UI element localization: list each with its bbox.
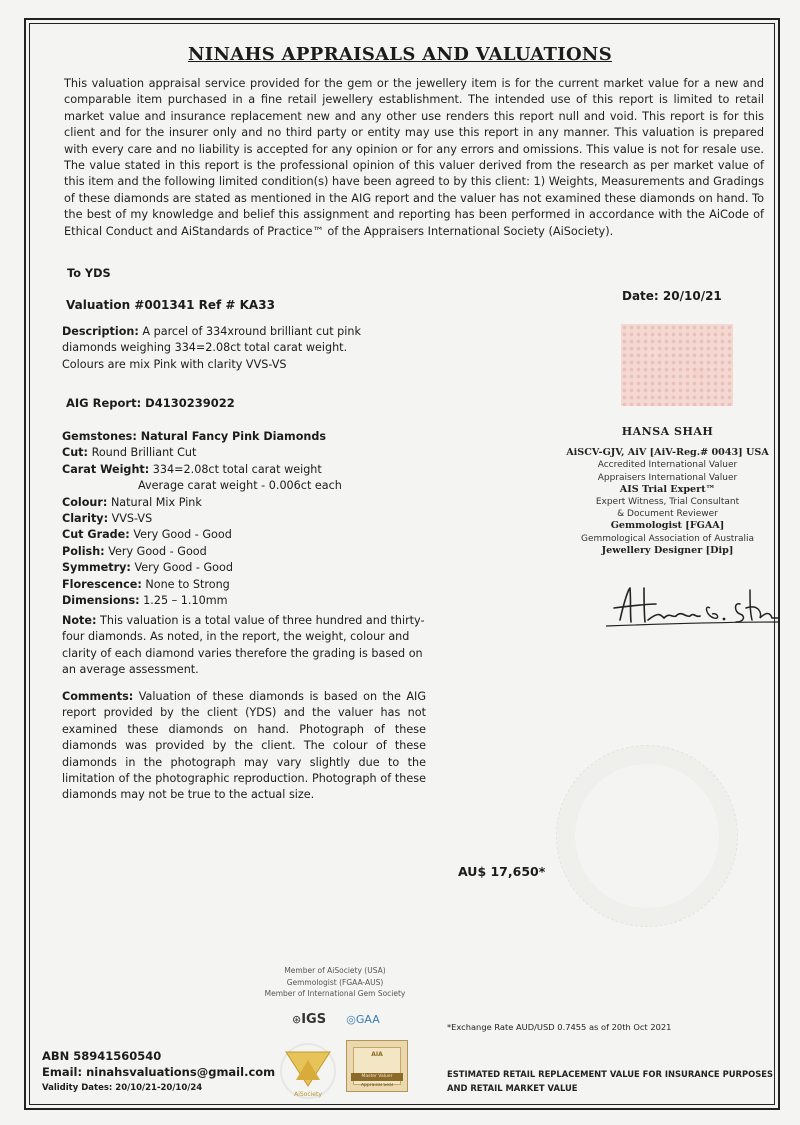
valuer-registration: AiSCV-GJV, AiV [AiV-Reg.# 0043] USA xyxy=(566,447,769,459)
spec-average-carat: Average carat weight - 0.006ct each xyxy=(138,479,342,493)
report-date: Date: 20/10/21 xyxy=(622,289,722,303)
membership-line: Member of International Gem Society xyxy=(264,989,406,998)
validity-dates: Validity Dates: 20/10/21-20/10/24 xyxy=(42,1083,203,1093)
spec-dimensions: Dimensions: 1.25 – 1.10mm xyxy=(62,594,228,608)
valuer-line: Accredited International Valuer xyxy=(597,460,738,471)
valuer-line: Jewellery Designer [Dip] xyxy=(601,544,734,556)
valuation-reference: Valuation #001341 Ref # KA33 xyxy=(66,298,275,312)
note-paragraph xyxy=(62,613,427,679)
aig-report-number: AIG Report: D4130239022 xyxy=(66,396,235,410)
valuer-line: Gemmologist [FGAA] xyxy=(610,520,725,532)
igs-logo: ⊛IGS xyxy=(292,1012,327,1027)
spec-colour: Colour: Natural Mix Pink xyxy=(62,495,202,509)
estimated-line: ESTIMATED RETAIL REPLACEMENT VALUE FOR INSURANCE PURPOSES xyxy=(447,1069,773,1079)
spec-clarity: Clarity: VVS-VS xyxy=(62,512,153,526)
description xyxy=(62,324,362,373)
contact-email: Email: ninahsvaluations@gmail.com xyxy=(42,1065,276,1079)
valuer-line: Appraisers International Valuer xyxy=(597,472,738,483)
gemstone-specifications xyxy=(62,429,432,609)
intro-paragraph: This valuation appraisal service provided for the gem or the jewellery item is for the current market value for a new and comparable item purchased in a fine retail jewellery establishment. The intended use of this report is limited to retail market value and insurance replacement new and any other use renders this report null and void. This report is for this client and for the insurer only and no third party or entity may use this report in any manner. This valuation is prepared with every care and no liability is accepted for any opinion or for any errors and omissions. This value is not for resale use. The value stated in this report is the professional opinion of this valuer derived from the research as per market value of this item and the following limited condition(s) have been agreed to by this client: 1) Weights, Measurements and Gradings of these diamonds are stated as mentioned in the AIG report and the valuer has not examined these diamonds on hand. To the best of my knowledge and belief this assignment and reporting has been performed in accordance with the AiCode of Ethical Conduct and AiStandards of Practice™ of the Appraisers International Society (AiSociety). xyxy=(64,77,764,238)
valuer-name: HANSA SHAH xyxy=(621,425,714,438)
appraiser-certificate-logo xyxy=(346,1040,408,1092)
certificate-subtitle: Appraisal Seal xyxy=(360,1083,394,1088)
valuer-credentials xyxy=(555,426,780,557)
abn-number: ABN 58941560540 xyxy=(42,1049,162,1063)
estimated-line: AND RETAIL MARKET VALUE xyxy=(447,1082,578,1093)
note-label: Note: xyxy=(62,614,97,627)
valuation-price: AU$ 17,650* xyxy=(458,864,546,879)
comments-label: Comments: xyxy=(62,690,134,703)
valuer-line: & Document Reviewer xyxy=(617,509,718,520)
spec-carat-weight: Carat Weight: 334=2.08ct total carat weight xyxy=(62,462,322,476)
spec-cut-grade: Cut Grade: Very Good - Good xyxy=(62,528,232,542)
embossed-seal xyxy=(556,745,738,927)
gaa-logo: ◎GAA xyxy=(346,1013,380,1026)
document-title: NINAHS APPRAISALS AND VALUATIONS xyxy=(187,44,612,65)
exchange-rate: *Exchange Rate AUD/USD 0.7455 as of 20th Oct 2021 xyxy=(447,1022,672,1032)
note-text: This valuation is a total value of three hundred and thirty-four diamonds. As noted, in the report, the weight, colour and clarity of each diamond varies therefore the grading is based on an average assessment. xyxy=(62,614,425,677)
membership-list xyxy=(255,965,415,1000)
valuer-line: Gemmological Association of Australia xyxy=(580,533,755,544)
certificate-title: AIA xyxy=(371,1051,383,1058)
estimated-value-statement xyxy=(447,1068,773,1095)
comments-paragraph xyxy=(62,689,426,804)
svg-text:AiSociety: AiSociety xyxy=(294,1091,322,1098)
description-text: A parcel of 334xround brilliant cut pink diamonds weighing 334=2.08ct total carat weight. Colours are mix Pink with clarity VVS-VS xyxy=(62,325,361,371)
spec-gemstones: Gemstones: Natural Fancy Pink Diamonds xyxy=(62,430,327,443)
membership-line: Gemmologist (FGAA-AUS) xyxy=(286,977,384,987)
spec-symmetry: Symmetry: Very Good - Good xyxy=(62,561,233,575)
spec-polish: Polish: Very Good - Good xyxy=(62,544,207,558)
spec-cut: Cut: Round Brilliant Cut xyxy=(62,446,197,460)
valuer-signature xyxy=(600,582,780,632)
certificate-caption: Master Valuer xyxy=(361,1074,393,1079)
diamond-photo xyxy=(621,324,733,406)
comments-text: Valuation of these diamonds is based on the AIG report provided by the client (YDS) and the valuer has not examined these diamonds on hand. Photograph of these diamonds was provided by the client. The colour of these diamonds in the photograph may vary slightly due to the limitation of the photographic reproduction. Photograph of these diamonds may not be true to the actual size. xyxy=(62,690,426,802)
aisociety-logo xyxy=(278,1042,338,1100)
spec-florescence: Florescence: None to Strong xyxy=(62,577,230,591)
valuer-line: Expert Witness, Trial Consultant xyxy=(595,497,740,508)
association-logos xyxy=(292,1012,380,1027)
valuer-line: AIS Trial Expert™ xyxy=(619,483,716,495)
recipient: To YDS xyxy=(67,267,111,280)
membership-line: Member of AiSociety (USA) xyxy=(284,966,386,975)
description-label: Description: xyxy=(62,325,139,338)
footer-contact xyxy=(42,1048,275,1096)
